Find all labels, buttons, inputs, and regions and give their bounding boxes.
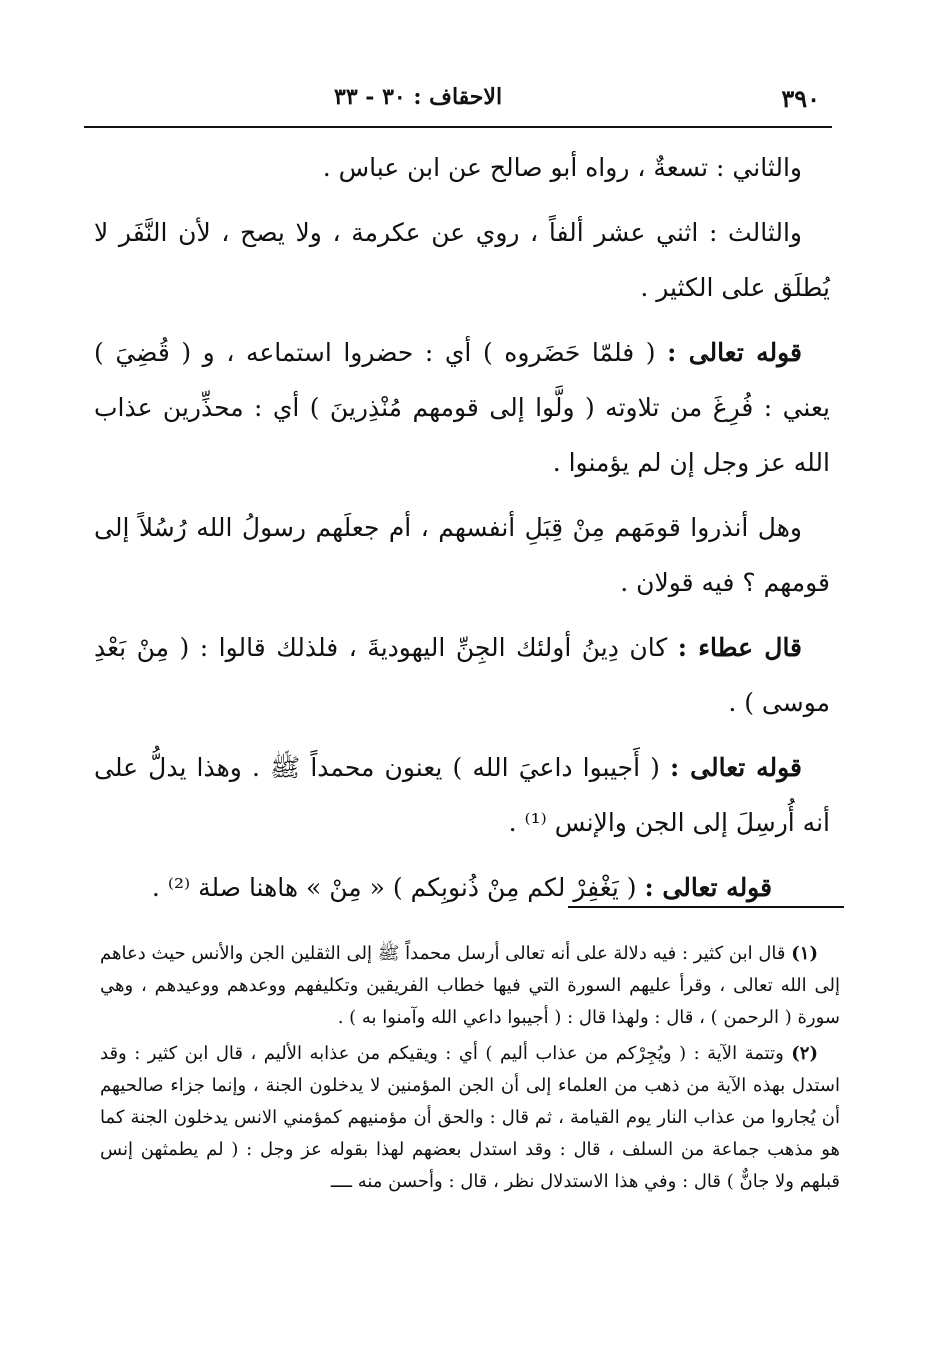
footnotes bbox=[100, 938, 840, 1202]
paragraph-text: والثاني : تسعةٌ ، رواه أبو صالح عن ابن عباس . bbox=[322, 153, 802, 182]
paragraph bbox=[94, 140, 830, 195]
page-number: ٣٩٠ bbox=[781, 84, 820, 113]
footnote-number: (٢) bbox=[791, 1043, 818, 1064]
page-header bbox=[84, 84, 830, 124]
footnote-number: (١) bbox=[791, 943, 818, 964]
paragraph-lead: قال عطاء : bbox=[677, 633, 803, 662]
footnote-text: قال ابن كثير : فيه دلالة على أنه تعالى أرسل محمداً ﷺ إلى الثقلين الجن والأنس حيث دعاهم إلى الله تعالى ، وقرأ عليهم السورة التي فيها خطاب الفريقين وتكليفهم ووعدهم ووعيدهم ، وهي سورة ( الرحمن ) ، قال : ولهذا قال : ( أجيبوا داعي الله وآمنوا به ) . bbox=[100, 943, 840, 1028]
paragraph-text: والثالث : اثني عشر ألفاً ، روي عن عكرمة ، ولا يصح ، لأن النَّفَر لا يُطلَق على الكثير . bbox=[94, 218, 830, 302]
footnote-divider bbox=[568, 906, 844, 908]
paragraph bbox=[94, 620, 830, 730]
running-title: الاحقاف : ٣٠ - ٣٣ bbox=[334, 84, 503, 110]
paragraph-lead: قوله تعالى : bbox=[670, 753, 802, 782]
paragraph-text: كان دِينُ أولئك الجِنِّ اليهوديةَ ، فلذلك قالوا : ( مِنْ بَعْدِ موسى ) . bbox=[94, 633, 830, 717]
header-divider bbox=[84, 126, 832, 128]
footnote bbox=[100, 938, 840, 1034]
paragraph-text: ( أَجيبوا داعيَ الله ) يعنون محمداً ﷺ . وهذا يدلُّ على أنه أُرسِلَ إلى الجن والإنس ⁽¹⁾ . bbox=[94, 753, 830, 837]
paragraph-text: ( يَغْفِرْ لكم مِنْ ذُنوبِكم ) « مِنْ » هاهنا صلة ⁽²⁾ . bbox=[151, 873, 637, 902]
footnote-text: وتتمة الآية : ( ويُجِرْكم من عذاب أليم ) أي : ويقيكم من عذابه الأليم ، قال ابن كثير : وقد استدل بهذه الآية من ذهب من العلماء إلى أن الجن المؤمنين لا يدخلون الجنة ، وإنما جزاء صالحيهم أن يُجاروا من عذاب النار يوم القيامة ، ثم قال : والحق أن مؤمنيهم كمؤمني الانس يدخلون الجنة كما هو مذهب جماعة من السلف ، قال : وقد استدل بعضهم لهذا بقوله عز وجل : ( لم يطمثهن إنس قبلهم ولا جانٌّ ) قال : وفي هذا الاستدلال نظر ، قال : وأحسن منه ــــ bbox=[100, 1043, 840, 1192]
paragraph-lead: قوله تعالى : bbox=[644, 873, 773, 902]
main-text bbox=[94, 140, 830, 925]
paragraph bbox=[94, 740, 830, 850]
paragraph-lead: قوله تعالى : bbox=[667, 338, 802, 367]
paragraph-text: وهل أنذروا قومَهم مِنْ قِبَلِ أنفسهم ، أم جعلَهم رسولُ الله رُسُلاً إلى قومهم ؟ فيه قولان . bbox=[94, 513, 830, 597]
paragraph bbox=[94, 500, 830, 610]
paragraph bbox=[94, 205, 830, 315]
paragraph bbox=[94, 325, 830, 490]
paragraph-text: ( فلمّا حَضَروه ) أي : حضروا استماعه ، و ( قُضِيَ ) يعني : فُرِغَ من تلاوته ( ولَّوا إلى قومهم مُنْذِرينَ ) أي : محذِّرين عذاب الله عز وجل إن لم يؤمنوا . bbox=[94, 338, 830, 477]
footnote bbox=[100, 1038, 840, 1198]
